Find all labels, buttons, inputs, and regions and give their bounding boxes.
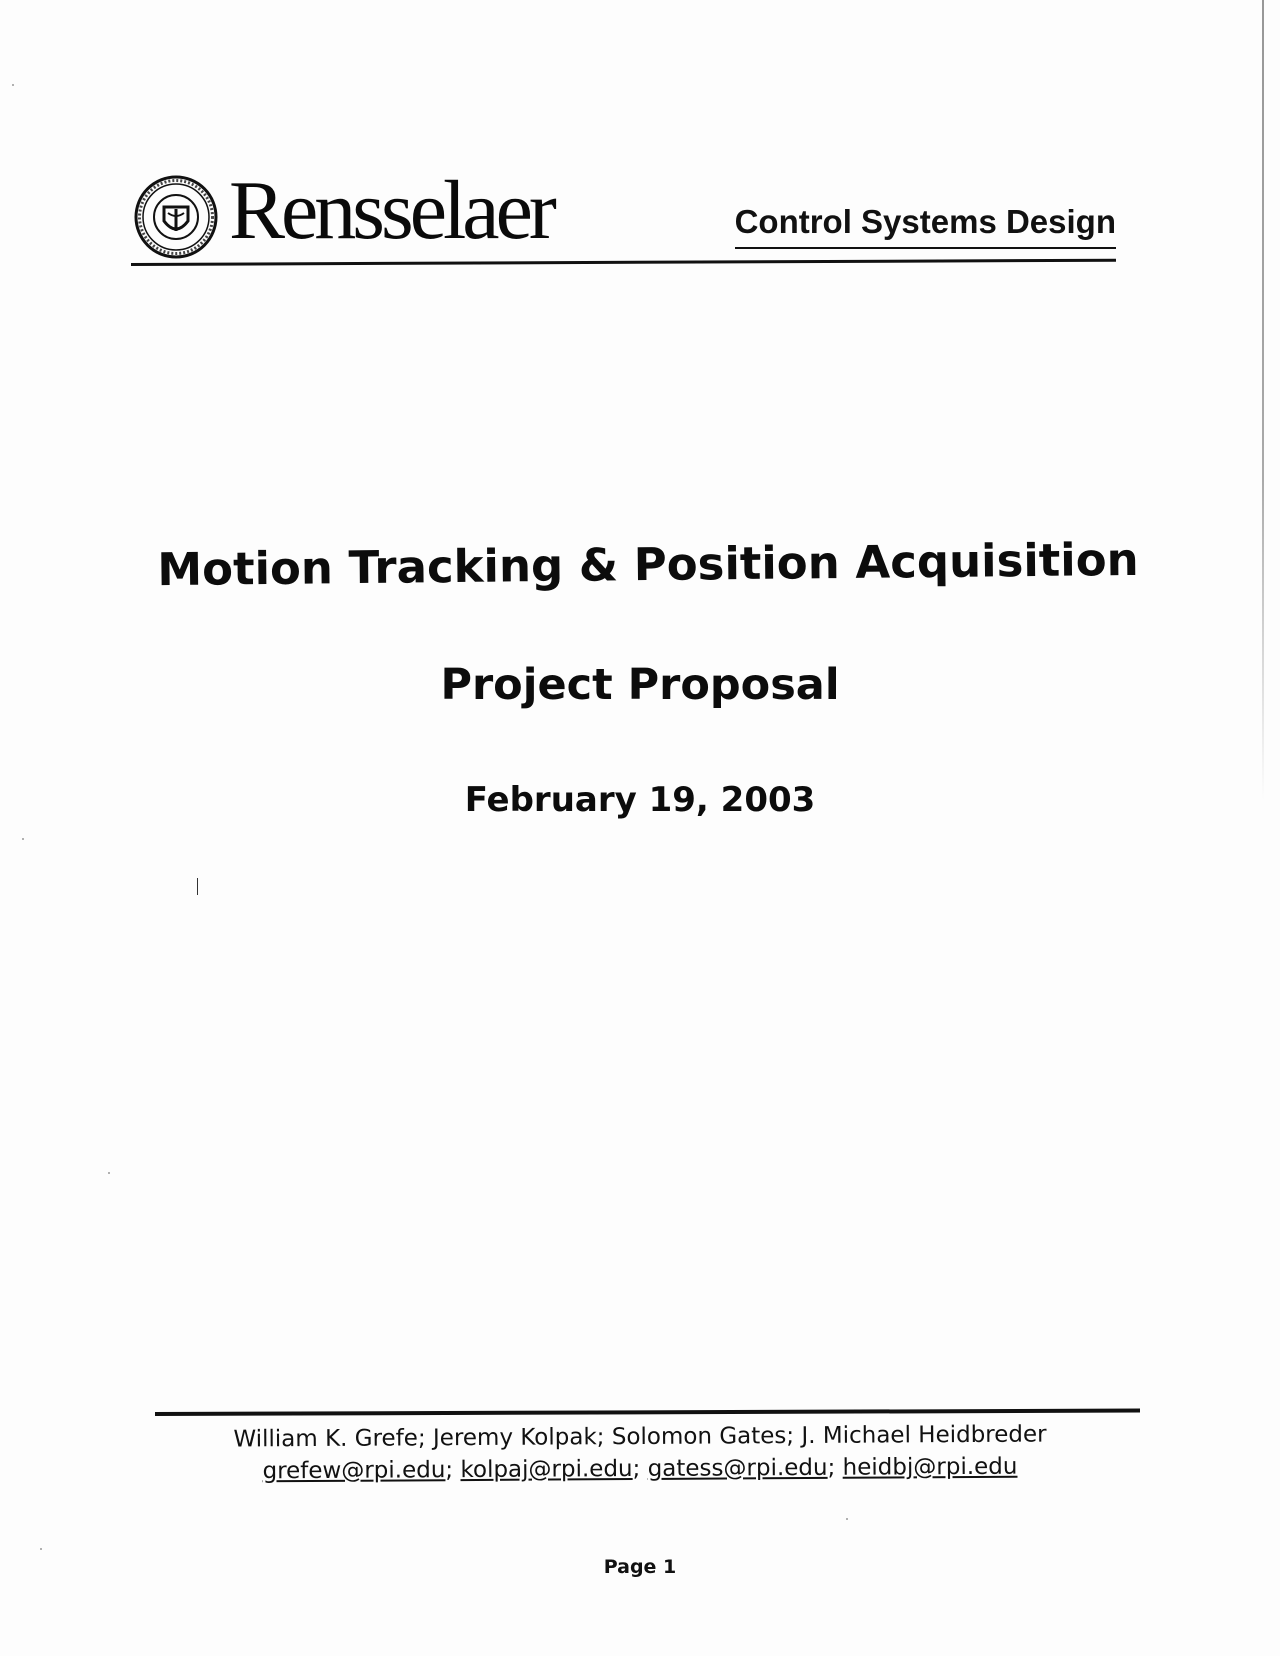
email-link[interactable]: kolpaj@rpi.edu	[460, 1456, 633, 1484]
email-separator: ;	[445, 1457, 461, 1484]
institution-wordmark: Rensselaer	[229, 164, 553, 257]
author-list: William K. Grefe; Jeremy Kolpak; Solomon Gates; J. Michael Heidbreder	[233, 1421, 1047, 1453]
scan-speck	[40, 1548, 42, 1550]
scan-speck	[846, 1518, 848, 1520]
course-name: Control Systems Design	[735, 203, 1116, 249]
page-number: Page 1	[603, 1556, 677, 1578]
document-subtitle: Project Proposal	[440, 660, 840, 710]
email-link[interactable]: grefew@rpi.edu	[262, 1457, 446, 1485]
email-list	[0, 1452, 1280, 1486]
scan-speck	[22, 838, 24, 840]
email-separator: ;	[632, 1455, 648, 1483]
document-date: February 19, 2003	[464, 780, 816, 820]
email-separator: ;	[827, 1454, 843, 1481]
scan-speck	[12, 84, 14, 86]
email-link[interactable]: gatess@rpi.edu	[647, 1454, 828, 1482]
rensselaer-seal-icon	[134, 175, 218, 259]
footer-divider	[155, 1409, 1140, 1416]
scan-mark	[197, 878, 198, 895]
email-link[interactable]: heidbj@rpi.edu	[842, 1453, 1018, 1481]
scan-speck	[108, 1172, 110, 1174]
document-title: Motion Tracking & Position Acquisition	[157, 532, 1139, 597]
